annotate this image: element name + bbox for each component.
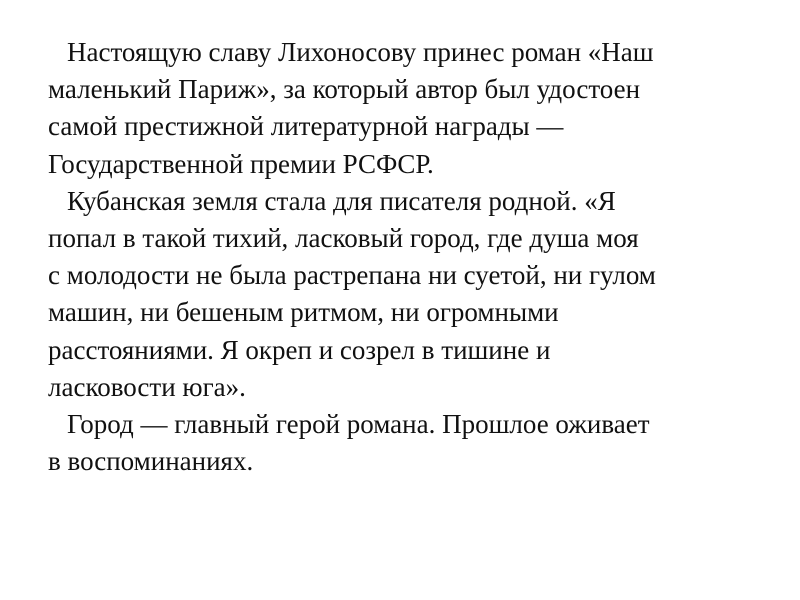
text-line: Настоящую славу Лихоносову принес роман «Наш <box>67 37 654 67</box>
text-line: расстояниями. Я окреп и созрел в тишине и <box>48 334 551 365</box>
text-line: с молодости не была растрепана ни суетой, ни гулом <box>48 260 656 291</box>
paragraph-city-hero <box>48 406 768 480</box>
text-line: Государственной премии РСФСР. <box>48 148 434 179</box>
text-body <box>48 34 768 480</box>
text-line: Город — главный герой романа. Прошлое оживает <box>67 409 650 440</box>
paragraph-novel-award <box>48 34 768 183</box>
text-line: в воспоминаниях. <box>48 446 254 477</box>
text-line: маленький Париж», за который автор был удостоен <box>48 74 641 105</box>
paragraph-kuban-land <box>48 183 768 406</box>
text-line: машин, ни бешеным ритмом, ни огромными <box>48 297 559 328</box>
text-line: Кубанская земля стала для писателя родной. «Я <box>67 185 616 216</box>
text-line: попал в такой тихий, ласковый город, где душа моя <box>48 223 639 254</box>
text-line: ласковости юга». <box>48 371 246 402</box>
text-line: самой престижной литературной награды — <box>48 111 564 142</box>
